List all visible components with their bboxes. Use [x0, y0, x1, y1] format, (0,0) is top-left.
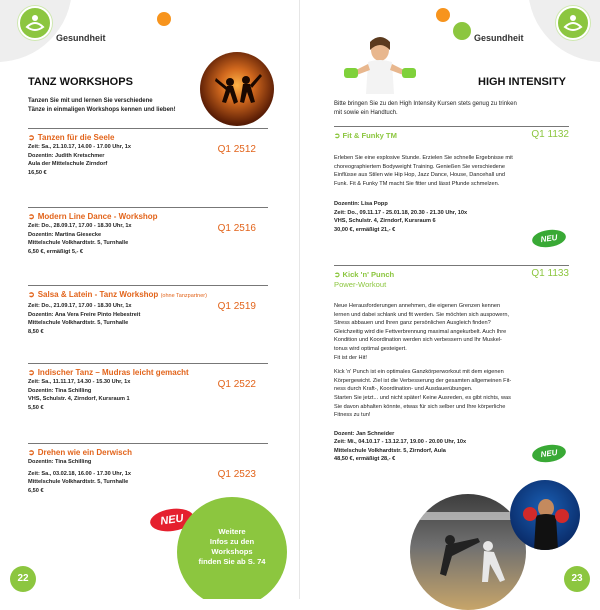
course-info: Zeit: Do., 21.09.17, 17.00 - 18.30 Uhr, 1x Dozentin: Ana Vera Freire Pinto Hebestreit Mittelschule Volkhardtstr. 5, Turnhalle 8,50 €	[28, 303, 141, 335]
workshop-info-circle[interactable]: Weitere Infos zu den Workshops finden Sie ab S. 74	[177, 497, 287, 599]
course-block	[28, 207, 268, 256]
course-code: Q1 1133	[531, 268, 569, 279]
course-info: Dozentin: Tina Schilling Zeit: Sa., 03.02.18, 16.00 - 17.30 Uhr, 1x Mittelschule Volkhardtstr. 5, Turnhalle 6,50 €	[28, 459, 131, 494]
divider	[28, 363, 268, 364]
divider	[28, 128, 268, 129]
course-code: Q1 1132	[531, 129, 569, 140]
course-info: Zeit: Sa., 11.11.17, 14.30 - 15.30 Uhr, 1x Dozentin: Tina Schilling VHS, Schulstr. 4, Zirndorf, Kursraum 1 5,50 €	[28, 379, 131, 411]
course-info: Zeit: Sa., 21.10.17, 14.00 - 17.00 Uhr, 1x Dozentin: Judith Kretschmer Aula der Mittelschule Zirndorf 16,50 €	[28, 144, 131, 176]
section-label: Gesundheit	[56, 33, 106, 43]
course-description: Erleben Sie eine explosive Stunde. Erzielen Sie schnelle Ergebnisse mit choreographiertem Bodyweight Training. Genießen Sie verschiedene Einflüsse aus Stilen wie Hip Hop, Jazz Dance, House, Dancehall und Funk. Fit & Funky TM macht Sie fitter und lässt Pfunde schmelzen.	[334, 155, 513, 187]
section-label: Gesundheit	[474, 33, 524, 43]
divider	[334, 265, 569, 266]
fitness-woman-photo	[340, 30, 420, 110]
course-title: ➲ Tanzen für die Seele	[28, 133, 115, 142]
course-title: ➲ Salsa & Latein - Tanz Workshop (ohne Tanzpartner)	[28, 290, 207, 299]
course-code: Q1 2512	[217, 144, 256, 155]
course-code: Q1 2516	[217, 223, 256, 234]
arrow-icon: ➲	[28, 212, 35, 221]
divider	[28, 443, 268, 444]
course-description: Neue Herausforderungen annehmen, die eigenen Grenzen kennen lernen und dabei schlank und fit werden. Sie möchten sich auspowern, Stress abbauen und Ihren ganz persönlichen Ausgleich finden? Gleichzeitig wird die Fettverbrennung maximal angekurbelt. Auch Ihre Kondition und Koordination werden sich verbessern und Ihr Muskel- tonus wird optimal gesteigert. Fit ist der Hit! Kick 'n' Punch ist ein optimales Ganzkörperworkout mit dem eigenen Körpergewicht. Ziel ist die Verbesserung der gesamten allgemeinen Fit- ness durch Kraft-, Koordination- und Ausdauerübungen. Starten Sie jetzt... und nicht später! Keine Ausreden, es gibt nichts, was Sie davon abhalten könnte, etwas für sich selber und Ihre körperliche Fitness zu tun!	[334, 303, 512, 419]
course-block	[334, 126, 569, 234]
dance-photo	[200, 52, 274, 126]
course-info: Dozent: Jan Schneider Zeit: Mi., 04.10.17 - 13.12.17, 19.00 - 20.00 Uhr, 10x Mittelschule Volkhardtstr. 5, Zirndorf, Aula 48,50 €, ermäßigt 28,- €	[334, 430, 467, 463]
course-info: Dozentin: Lisa Popp Zeit: Do., 09.11.17 - 25.01.18, 20.30 - 21.30 Uhr, 10x VHS, Schulstr. 4, Zirndorf, Kursraum 6 30,00 €, ermäßigt 21,- €	[334, 201, 468, 233]
course-block	[28, 128, 268, 177]
arrow-icon: ➲	[28, 133, 35, 142]
kick-workout-photo	[410, 494, 526, 610]
course-title: ➲ Modern Line Dance - Workshop	[28, 212, 158, 221]
course-title: ➲ Drehen wie ein Derwisch	[28, 448, 132, 457]
course-title: ➲ Kick 'n' Punch	[334, 270, 395, 279]
course-block	[28, 285, 268, 336]
new-badge: NEU	[149, 506, 196, 534]
new-badge: NEU	[531, 228, 567, 250]
divider	[28, 285, 268, 286]
green-dot-decoration	[453, 22, 471, 40]
vhs-health-logo-icon	[556, 6, 590, 40]
boxing-photo	[510, 480, 580, 550]
new-badge: NEU	[531, 443, 567, 465]
intro-line: Tanzen Sie mit und lernen Sie verschiedene	[28, 98, 153, 104]
page-number: 22	[10, 566, 36, 592]
course-code: Q1 2523	[217, 469, 256, 480]
arrow-icon: ➲	[28, 290, 35, 299]
intro-text	[28, 97, 176, 114]
course-block	[28, 363, 268, 412]
orange-dot-decoration	[157, 12, 171, 26]
intro-line: Tänze in einmaligen Workshops kennen und lieben!	[28, 106, 176, 113]
course-block	[28, 443, 268, 495]
arrow-icon: ➲	[334, 131, 343, 140]
page-number: 23	[564, 566, 590, 592]
arrow-icon: ➲	[28, 448, 35, 457]
vhs-health-logo-icon	[18, 6, 52, 40]
course-info: Zeit: Do., 28.09.17, 17.00 - 18.30 Uhr, 1x Dozentin: Martina Giesecke Mittelschule Volkhardtstr. 5, Turnhalle 6,50 €, ermäßigt 5,- €	[28, 223, 132, 255]
divider	[334, 126, 569, 127]
course-code: Q1 2519	[217, 301, 256, 312]
course-title: ➲ Fit & Funky TM	[334, 131, 397, 140]
arrow-icon: ➲	[28, 368, 35, 377]
divider	[28, 207, 268, 208]
arrow-icon: ➲	[334, 270, 343, 279]
course-subtitle: Power-Workout	[334, 280, 387, 289]
course-block	[334, 265, 569, 464]
page-headline: HIGH INTENSITY	[478, 76, 567, 88]
page-headline: TANZ WORKSHOPS	[28, 76, 133, 88]
orange-dot-decoration	[436, 8, 450, 22]
intro-text: Bitte bringen Sie zu den High Intensity Kursen stets genug zu trinken mit sowie ein Handtuch.	[334, 101, 517, 116]
left-page	[0, 0, 300, 599]
course-title: ➲ Indischer Tanz – Mudras leicht gemacht	[28, 368, 189, 377]
course-code: Q1 2522	[217, 379, 256, 390]
